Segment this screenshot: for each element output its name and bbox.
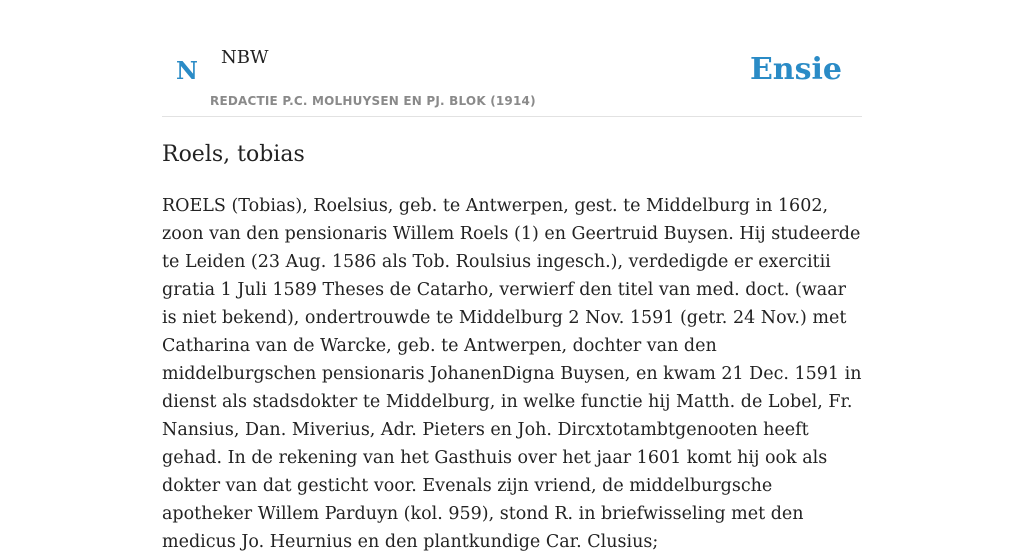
source-name[interactable]: NBW: [221, 47, 269, 68]
brand-logo[interactable]: Ensie: [749, 52, 842, 87]
article-body: ROELS (Tobias), Roelsius, geb. te Antwerpen, gest. te Middelburg in 1602, zoon van den pensionaris Willem Roels (1) en Geertruid Buysen. Hij studeerde te Leiden (23 Aug. 1586 als Tob. Roulsius ingesch.), verdedigde er exercitii gratia 1 Juli 1589 Theses de Catarho, verwierf den titel van med. doct. (waar is niet bekend), ondertrouwde te Middelburg 2 Nov. 1591 (getr. 24 Nov.) met Catharina van de Warcke, geb. te Antwerpen, dochter van den middelburgschen pensionaris JohanenDigna Buysen, en kwam 21 Dec. 1591 in dienst als stadsdokter te Middelburg, in welke functie hij Matth. de Lobel, Fr. Nansius, Dan. Miverius, Adr. Pieters en Joh. Dircxtotambtgenooten heeft gehad. In de rekening van het Gasthuis over het jaar 1601 komt hij ook als dokter van dat gesticht voor. Evenals zijn vriend, de middelburgsche apotheker Willem Parduyn (kol. 959), stond R. in briefwisseling met den medicus Jo. Heurnius en den plantkundige Car. Clusius;: [162, 196, 862, 552]
source-logo[interactable]: N: [176, 56, 198, 85]
header: [162, 0, 862, 117]
article-title: Roels, tobias: [162, 142, 305, 167]
source-subtitle: REDACTIE P.C. MOLHUYSEN EN PJ. BLOK (1914): [210, 94, 536, 108]
